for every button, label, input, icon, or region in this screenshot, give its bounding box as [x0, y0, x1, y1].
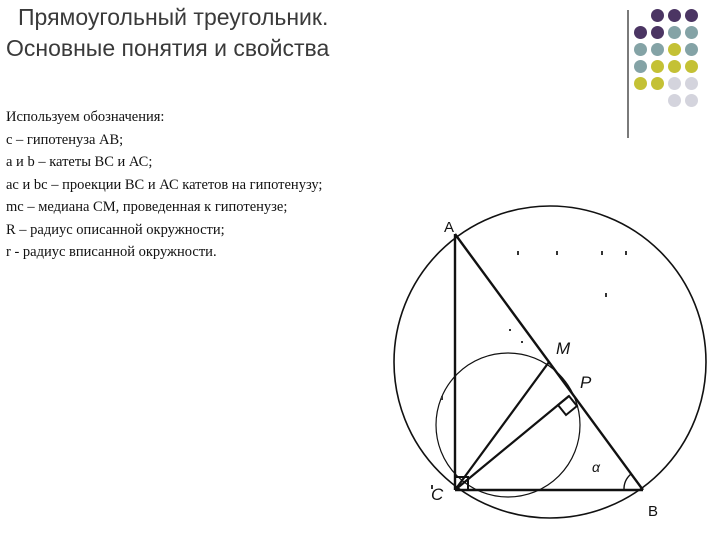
notation-line: а и b – катеты ВС и АС; [6, 154, 153, 170]
notation-line: mc – медиана СМ, проведенная к гипотенузе; [6, 199, 288, 215]
label-A: A [444, 219, 455, 236]
label-alpha: α [592, 459, 600, 475]
label-B: B [648, 503, 659, 520]
notation-line: аc и bc – проекции ВС и АС катетов на гипотенузу; [6, 176, 323, 193]
right-angle-mark-P [558, 396, 577, 415]
label-C: C [431, 485, 444, 504]
notation-line: с – гипотенуза АВ; [6, 131, 124, 148]
label-M: M [556, 339, 571, 358]
notation-line: r - радиус вписанной окружности. [6, 244, 217, 260]
title-line-2: Основные понятия и свойства [6, 35, 330, 61]
median-CM [455, 362, 549, 490]
notation-line: R – радиус описанной окружности; [6, 221, 225, 238]
scan-specks [431, 251, 627, 489]
title-line-1: Прямоугольный треугольник. [18, 4, 329, 30]
label-P: P [580, 373, 592, 392]
notation-intro: Используем обозначения: [6, 109, 165, 125]
altitude-CP [455, 396, 569, 490]
angle-arc-B [624, 474, 631, 490]
